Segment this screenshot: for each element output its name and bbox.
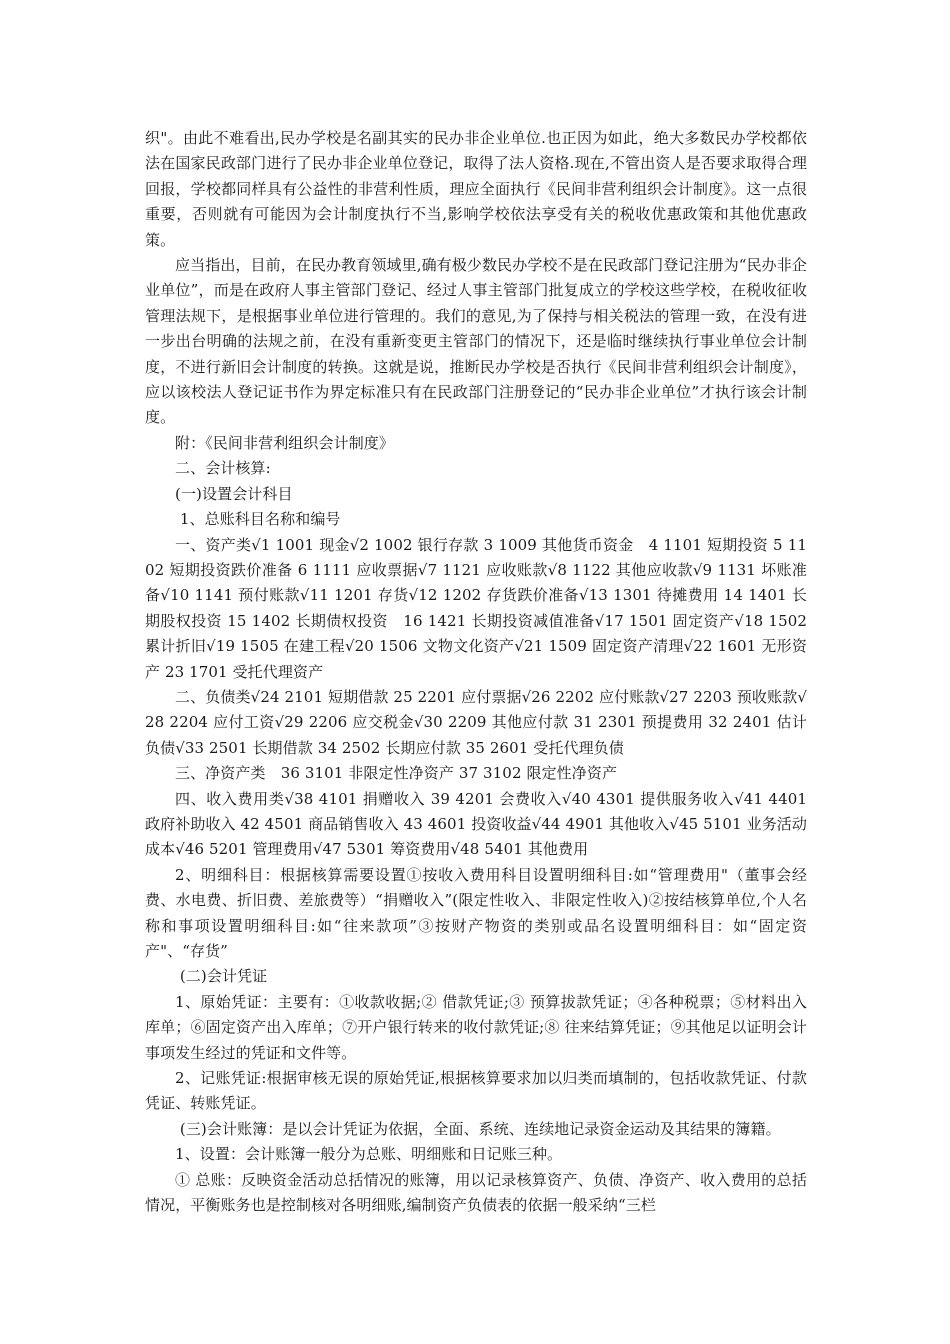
paragraph-account-books: (三)会计账簿：是以会计凭证为依据，全面、系统、连续地记录资金运动及其结果的簿籍。 (175, 1119, 781, 1138)
paragraph-books-setup: 1、设置：会计账簿一般分为总账、明细账和日记账三种。 (175, 1145, 563, 1164)
paragraph-detail-accounts: 2、明细科目：根据核算需要设置①按收入费用科目设置明细科目:如“管理费用"（董事会经费、水电费、折旧费、差旅费等）“捐赠收入”(限定性收入、非限定性收入)②按结核算单位,个人名称和事项设置明细科目:如“往来款项”③按财产物资的类别或品名设置明细科目：如“固定资产"、“存货” (145, 865, 807, 960)
paragraph-income-expense: 四、收入费用类√38 4101 捐赠收入 39 4201 会费收入√40 4301 提供服务收入√41 4401 政府补助收入 42 4501 商品销售收入 43 4601 投资收益√44 4901 其他收入√45 5101 业务活动成本√46 5201 管理费用√47 5301 筹资费用√48 5401 其他费用 (145, 789, 812, 859)
paragraph-net-assets: 三、净资产类 36 3101 非限定性净资产 37 3102 限定性净资产 (175, 764, 618, 783)
paragraph-appendix: 附：《民间非营利组织会计制度》 (175, 433, 395, 452)
subsection-heading-accounts: (一)设置会计科目 (175, 484, 293, 503)
paragraph-bookkeeping-vouchers: 2、记账凭证:根据审核无误的原始凭证,根据核算要求加以归类而填制的，包括收款凭证、付款凭证、转账凭证。 (145, 1069, 807, 1113)
item-heading-ledger-accounts: 1、总账科目名称和编号 (175, 510, 341, 529)
paragraph-original-vouchers: 1、原始凭证：主要有：①收款收据;② 借款凭证;③ 预算拔款凭证；④各种税票；⑤材料出入库单；⑥固定资产出入库单；⑦开户银行转来的收付款凭证;⑧ 往来结算凭证；⑨其他足以证明会计事项发生经过的凭证和文件等。 (145, 992, 807, 1062)
paragraph-general-ledger: ① 总账：反映资金活动总括情况的账簿，用以记录核算资产、负债、净资产、收入费用的总括情况，平衡账务也是控制核对各明细账,编制资产负债表的依据一般采纳“三栏 (145, 1170, 807, 1215)
paragraph-note: 应当指出，目前，在民办教育领域里,确有极少数民办学校不是在民政部门登记注册为“民办非企业单位”，而是在政府人事主管部门登记、经过人事主管部门批复成立的学校这些学校，在税收征收管理法规下，是根据事业单位进行管理的。我们的意见,为了保持与相关税法的管理一致，在没有进一步出台明确的法规之前，在没有重新变更主管部门的情况下，还是临时继续执行事业单位会计制度，不进行新旧会计制度的转换。这就是说，推断民办学校是否执行《民间非营利组织会计制度》，应以该校法人登记证书作为界定标准只有在民政部门注册登记的“民办非企业单位”才执行该会计制度。 (145, 256, 807, 427)
document-page (145, 126, 812, 1218)
paragraph-assets: 一、资产类√1 1001 现金√2 1002 银行存款 3 1009 其他货币资金 4 1101 短期投资 5 1102 短期投资跌价准备 6 1111 应收票据√7 1121 应收账款√8 1122 其他应收款√9 1131 坏账准备√10 1141 预付账款√11 1201 存货√12 1202 存货跌价准备√13 1301 待摊费用 14 1401 长期股权投资 15 1402 长期债权投资 16 1421 长期投资减值准备√17 1501 固定资产√18 1502 累计折旧√19 1505 在建工程√20 1506 文物文化资产√21 1509 固定资产清理√22 1601 无形资产 23 1701 受托代理资产 (145, 535, 812, 681)
subsection-heading-vouchers: (二)会计凭证 (175, 967, 268, 986)
section-heading-accounting: 二、会计核算: (175, 459, 271, 478)
paragraph-intro-continuation: 织"。由此不难看出,民办学校是名副其实的民办非企业单位.也正因为如此，绝大多数民办学校都依法在国家民政部门进行了民办非企业单位登记，取得了法人资格.现在,不管出资人是否要求取得合理回报，学校都同样具有公益性的非营利性质，理应全面执行《民间非营利组织会计制度》。这一点很重要，否则就有可能因为会计制度执行不当,影响学校依法享受有关的税收优惠政策和其他优惠政策。 (145, 129, 807, 249)
paragraph-liabilities: 二、负债类√24 2101 短期借款 25 2201 应付票据√26 2202 应付账款√27 2203 预收账款√28 2204 应付工资√29 2206 应交税金√30 2209 其他应付款 31 2301 预提费用 32 2401 估计负债√33 2501 长期借款 34 2502 长期应付款 35 2601 受托代理负债 (145, 687, 807, 757)
